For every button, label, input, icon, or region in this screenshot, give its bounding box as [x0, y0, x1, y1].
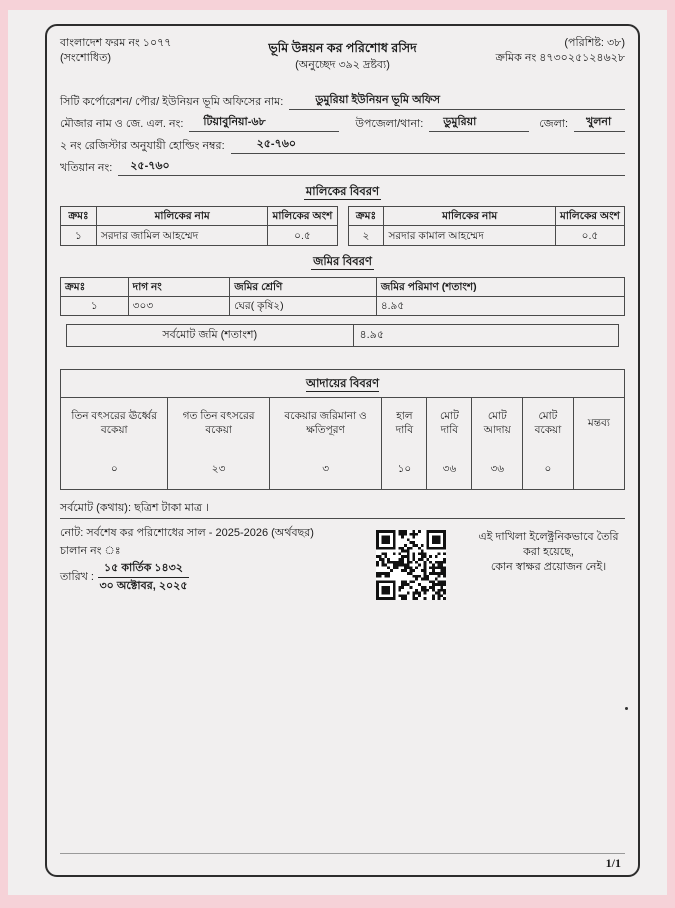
owner-col-serial: ক্রমঃ — [348, 207, 384, 226]
collection-header-row — [61, 397, 624, 449]
owner-col-name: মালিকের নাম — [384, 207, 555, 226]
total-in-words: সর্বমোট (কথায়): ছত্রিশ টাকা মাত্র । — [60, 501, 625, 519]
appendix-label: (পরিশিষ্ট: ৩৮) — [564, 37, 625, 49]
date-label: তারিখ : — [60, 570, 94, 583]
upazila-value: ডুমুরিয়া — [429, 115, 529, 132]
land-dag-number: ৩০৩ — [128, 297, 230, 316]
blank-area — [60, 600, 625, 853]
owner-header-row — [348, 207, 625, 226]
owners-section-title: মালিকের বিবরণ — [305, 185, 380, 198]
owner-col-share: মালিকের অংশ — [268, 207, 337, 226]
owner-row — [348, 226, 625, 246]
collection-section-title: আদায়ের বিবরণ — [305, 378, 380, 391]
owner-name: সরদার জামিল আহম্মেদ — [96, 226, 267, 246]
owner-share: ০.৫ — [268, 226, 337, 246]
col-arrears-over-3yr: তিন বৎসরের ঊর্ধ্বের বকেয়া — [61, 397, 168, 449]
electronic-note-line2: কোন স্বাক্ষর প্রয়োজন নেই। — [490, 560, 607, 573]
khatian-line — [60, 159, 625, 176]
land-total-label: সর্বমোট জমি (শতাংশ) — [67, 325, 354, 346]
district-value: খুলনা — [574, 115, 625, 132]
land-row — [61, 297, 625, 316]
date-gregorian: ৩০ অক্টোবর, ২০২৫ — [99, 579, 188, 592]
owner-row — [61, 226, 338, 246]
khatian-value: ২৫-৭৬০ — [118, 159, 625, 176]
land-header-row — [61, 277, 625, 296]
owner-share: ০.৫ — [555, 226, 624, 246]
land-col-dag: দাগ নং — [128, 277, 230, 296]
val-total-collected: ৩৬ — [472, 449, 523, 489]
owner-col-name: মালিকের নাম — [96, 207, 267, 226]
mouza-label: মৌজার নাম ও জে. এল. নং: — [60, 118, 184, 131]
owner-col-share: মালিকের অংশ — [555, 207, 624, 226]
val-arrears-last-3yr: ২৩ — [168, 449, 269, 489]
khatian-label: খতিয়ান নং: — [60, 161, 113, 174]
collection-value-row — [61, 449, 624, 489]
form-revised: (সংশোধিত) — [60, 51, 112, 64]
date-bangla: ১৫ কার্তিক ১৪৩২ — [98, 561, 189, 578]
land-class: ঘের( কৃষি২) — [230, 297, 377, 316]
document-subtitle: (অনুচ্ছেদ ৩৯২ দ্রষ্টব্য) — [295, 58, 390, 71]
owner-table-left — [60, 206, 338, 246]
land-table — [60, 277, 625, 316]
form-number: বাংলাদেশ ফরম নং ১০৭৭ — [60, 37, 172, 49]
office-name-label: সিটি কর্পোরেশন/ পৌর/ ইউনিয়ন ভূমি অফিসের নাম: — [60, 96, 284, 109]
owners-tables — [60, 206, 625, 246]
col-total-arrears: মোট বকেয়া — [523, 397, 574, 449]
office-name-value: ডুমুরিয়া ইউনিয়ন ভূমি অফিস — [289, 93, 625, 110]
val-total-claim: ৩৬ — [427, 449, 472, 489]
col-total-collected: মোট আদায় — [472, 397, 523, 449]
office-info-section — [60, 88, 625, 175]
date-values — [98, 561, 189, 594]
upazila-label: উপজেলা/থানা: — [355, 118, 424, 131]
serial-number: ক্রমিক নং ৪৭৩০২৫১২৪৬২৮ — [495, 51, 625, 64]
val-total-arrears: ০ — [523, 449, 574, 489]
owner-serial: ১ — [61, 226, 97, 246]
land-col-serial: ক্রমঃ — [61, 277, 129, 296]
challan-number-label: চালান নং ঃ — [60, 544, 121, 557]
holding-label: ২ নং রেজিস্টার অনুযায়ী হোল্ডিং নম্বর: — [60, 140, 225, 153]
document-title-block — [60, 40, 625, 73]
col-current-claim: হাল দাবি — [382, 397, 427, 449]
electronic-note — [446, 526, 625, 575]
office-name-line — [60, 93, 625, 110]
collection-table — [61, 397, 624, 490]
tax-year-note: নোট: সর্বশেষ কর পরিশোধের সাল - 2025-2026 (অর্থবছর) — [60, 527, 314, 540]
owner-header-row — [61, 207, 338, 226]
electronic-note-line1: এই দাখিলা ইলেক্ট্রনিকভাবে তৈরি করা হয়েছে, — [478, 531, 619, 558]
scan-artifact-dot — [625, 707, 628, 710]
land-section-title: জমির বিবরণ — [313, 256, 372, 269]
col-remarks: মন্তব্য — [573, 397, 624, 449]
val-remarks — [573, 449, 624, 489]
mouza-value: টিয়াবুনিয়া-৬৮ — [189, 115, 339, 132]
land-area: ৪.৯৫ — [376, 297, 624, 316]
holding-line — [60, 137, 625, 154]
mouza-line — [60, 115, 625, 132]
collection-section — [60, 369, 625, 490]
page-indicator: 1/1 — [605, 855, 621, 870]
land-col-class: জমির শ্রেণি — [230, 277, 377, 296]
footer-left-block — [60, 526, 360, 593]
scanned-page — [8, 10, 667, 895]
land-col-area: জমির পরিমাণ (শতাংশ) — [376, 277, 624, 296]
land-total-value: ৪.৯৫ — [359, 329, 384, 342]
owner-name: সরদার কামাল আহম্মেদ — [384, 226, 555, 246]
val-fine-compensation: ৩ — [269, 449, 382, 489]
land-total-bar — [66, 324, 619, 347]
qr-code — [376, 530, 446, 600]
document-title: ভূমি উন্নয়ন কর পরিশোধ রসিদ — [268, 40, 417, 55]
col-fine-compensation: বকেয়ার জরিমানা ও ক্ষতিপূরণ — [269, 397, 382, 449]
col-total-claim: মোট দাবি — [427, 397, 472, 449]
district-label: জেলা: — [539, 118, 569, 131]
receipt-document — [45, 24, 640, 877]
holding-value: ২৫-৭৬০ — [231, 137, 625, 154]
val-arrears-over-3yr: ০ — [61, 449, 168, 489]
val-current-claim: ১০ — [382, 449, 427, 489]
footer-note-row — [60, 526, 625, 600]
owner-serial: ২ — [348, 226, 384, 246]
page-footer — [60, 853, 625, 871]
owner-col-serial: ক্রমঃ — [61, 207, 97, 226]
col-arrears-last-3yr: গত তিন বৎসরের বকেয়া — [168, 397, 269, 449]
date-line — [60, 561, 360, 594]
land-serial: ১ — [61, 297, 129, 316]
owner-table-right — [348, 206, 626, 246]
